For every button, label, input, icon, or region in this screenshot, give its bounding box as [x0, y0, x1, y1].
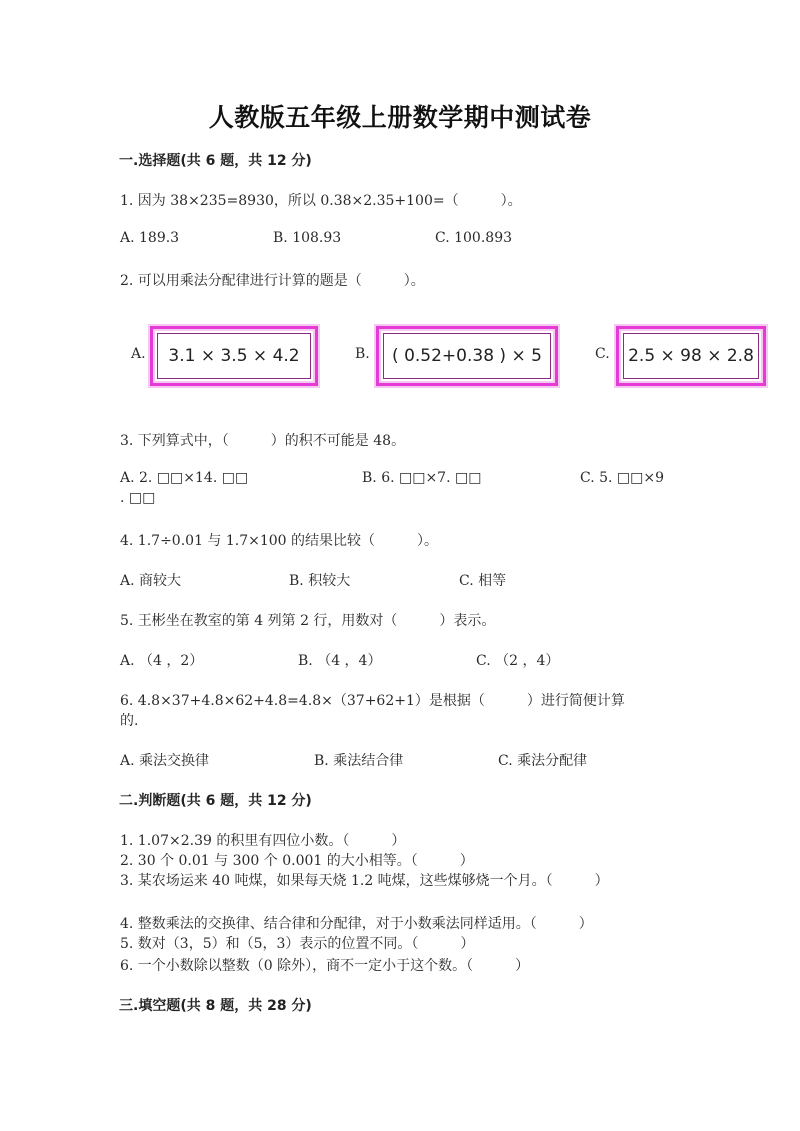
- section-heading-judge: 二.判断题(共 6 题，共 12 分): [119, 793, 312, 809]
- q2-option-c-expression: 2.5 × 98 × 2.8: [623, 333, 759, 379]
- section-heading-fill: 三.填空题(共 8 题，共 28 分): [119, 998, 312, 1014]
- q3-option-c: C. 5. □□×9: [580, 470, 665, 486]
- question-1: 1. 因为 38×235=8930，所以 0.38×2.35+100=（ ）。: [120, 193, 522, 209]
- q6-option-b: B. 乘法结合律: [314, 753, 404, 769]
- q4-option-c: C. 相等: [459, 573, 507, 589]
- q2-option-b-label: B.: [355, 346, 370, 362]
- q4-option-a: A. 商较大: [120, 573, 182, 589]
- q5-option-b: B. （4 ，4）: [298, 653, 382, 669]
- question-3: 3. 下列算式中，（ ）的积不可能是 48。: [120, 433, 406, 449]
- q3-option-c-continued: . □□: [120, 490, 156, 506]
- q2-option-c-image: [616, 326, 766, 386]
- q6-option-a: A. 乘法交换律: [120, 753, 210, 769]
- q6-option-c: C. 乘法分配律: [498, 753, 588, 769]
- q3-option-b: B. 6. □□×7. □□: [362, 470, 482, 486]
- q2-option-a-expression: 3.1 × 3.5 × 4.2: [157, 333, 311, 379]
- q4-option-b: B. 积较大: [289, 573, 351, 589]
- judge-item-2: 2. 30 个 0.01 与 300 个 0.001 的大小相等。（ ）: [120, 853, 474, 869]
- q5-option-c: C. （2 ，4）: [476, 653, 560, 669]
- question-6: 6. 4.8×37+4.8×62+4.8=4.8×（37+62+1）是根据（ ）进行简便计算: [120, 693, 625, 709]
- judge-item-1: 1. 1.07×2.39 的积里有四位小数。（ ）: [120, 833, 406, 849]
- question-6-continued: 的.: [120, 713, 139, 729]
- page-title: 人教版五年级上册数学期中测试卷: [208, 103, 592, 132]
- judge-item-6: 6. 一个小数除以整数（0 除外），商不一定小于这个数。（ ）: [120, 958, 530, 974]
- q1-option-c: C. 100.893: [435, 230, 513, 246]
- judge-item-3: 3. 某农场运来 40 吨煤，如果每天烧 1.2 吨煤，这些煤够烧一个月。（ ）: [120, 873, 609, 889]
- q5-option-a: A. （4 ，2）: [120, 653, 204, 669]
- question-4: 4. 1.7÷0.01 与 1.7×100 的结果比较（ ）。: [120, 533, 439, 549]
- q2-option-b-expression: ( 0.52+0.38 ) × 5: [383, 333, 551, 379]
- q2-option-c-label: C.: [595, 346, 610, 362]
- judge-item-5: 5. 数对（3，5）和（5，3）表示的位置不同。（ ）: [120, 936, 475, 952]
- judge-item-4: 4. 整数乘法的交换律、结合律和分配律，对于小数乘法同样适用。（ ）: [120, 916, 593, 932]
- q2-option-a-image: [150, 326, 318, 386]
- q2-option-b-image: [376, 326, 558, 386]
- question-2: 2. 可以用乘法分配律进行计算的题是（ ）。: [120, 273, 425, 289]
- q1-option-a: A. 189.3: [120, 230, 180, 246]
- section-heading-choice: 一.选择题(共 6 题，共 12 分): [119, 153, 312, 169]
- question-5: 5. 王彬坐在教室的第 4 列第 2 行，用数对（ ）表示。: [120, 613, 496, 629]
- q3-option-a: A. 2. □□×14. □□: [120, 470, 249, 486]
- q2-option-a-label: A.: [131, 346, 146, 362]
- q1-option-b: B. 108.93: [273, 230, 342, 246]
